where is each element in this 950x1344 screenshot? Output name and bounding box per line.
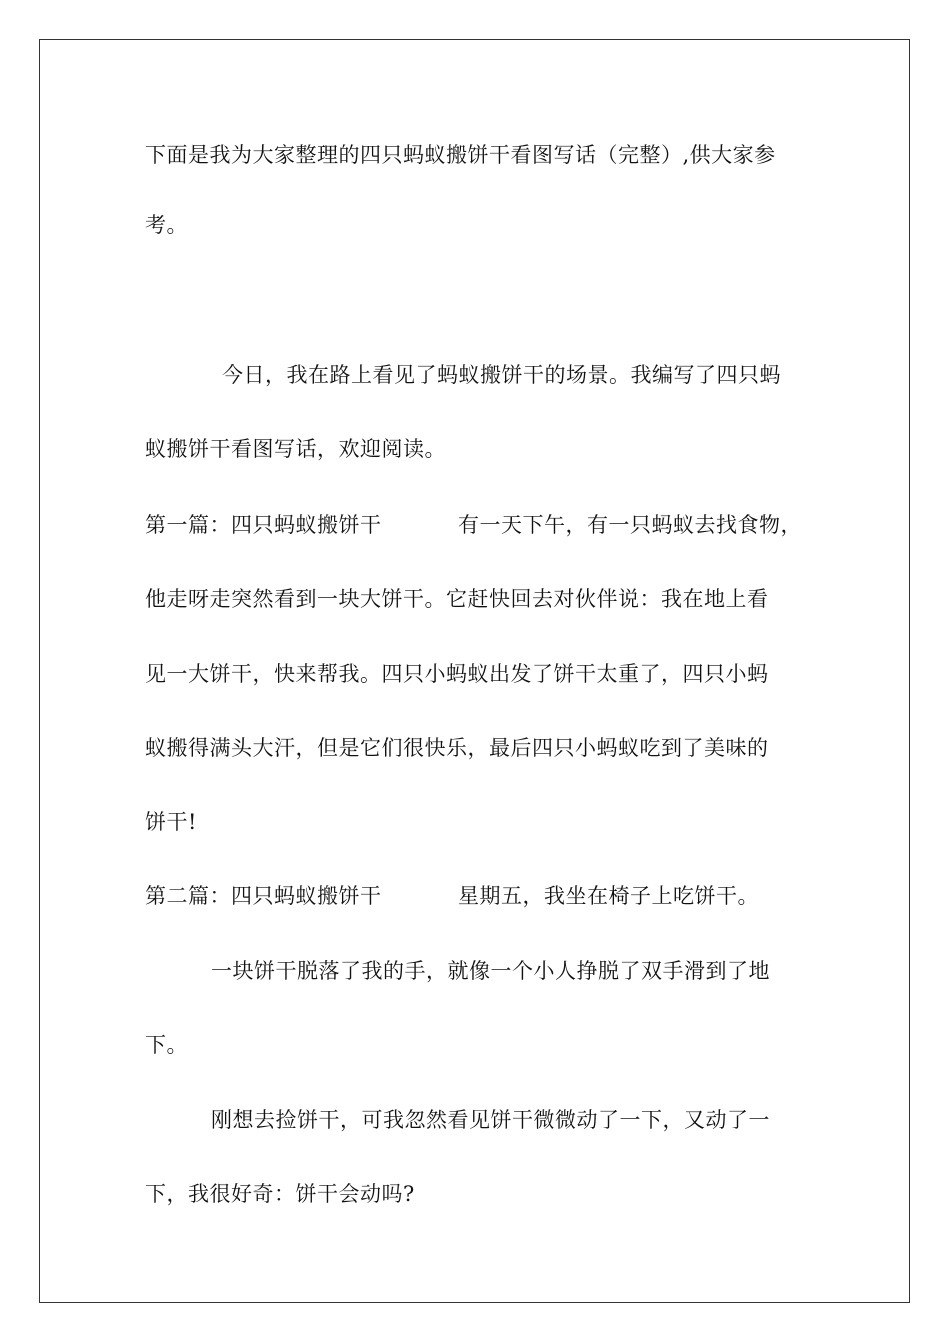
preface-line-2: 蚁搬饼干看图写话，欢迎阅读。 — [145, 437, 446, 461]
chapter-1-line-5: 饼干! — [145, 810, 197, 834]
chapter-1-title: 第一篇：四只蚂蚁搬饼干 — [145, 513, 382, 537]
chapter-2-line-3: 下。 — [145, 1033, 188, 1057]
chapter-1-line-4: 蚁搬得满头大汗，但是它们很快乐，最后四只小蚂蚁吃到了美味的 — [145, 736, 769, 760]
chapter-2-line-4: 刚想去捡饼干，可我忽然看见饼干微微动了一下，又动了一 — [211, 1108, 770, 1132]
chapter-1-line-1: 有一天下午，有一只蚂蚁去找食物， — [458, 513, 802, 537]
intro-line-1: 下面是我为大家整理的四只蚂蚁搬饼干看图写话（完整）,供大家参 — [145, 143, 776, 167]
chapter-2-title: 第二篇：四只蚂蚁搬饼干 — [145, 884, 382, 908]
chapter-1-line-3: 见一大饼干，快来帮我。四只小蚂蚁出发了饼干太重了，四只小蚂 — [145, 662, 769, 686]
preface-line-1: 今日，我在路上看见了蚂蚁搬饼干的场景。我编写了四只蚂 — [222, 363, 781, 387]
intro-line-2: 考。 — [145, 213, 188, 237]
chapter-2-line-5: 下，我很好奇：饼干会动吗? — [145, 1182, 415, 1206]
chapter-2-line-2: 一块饼干脱落了我的手，就像一个小人挣脱了双手滑到了地 — [211, 959, 770, 983]
chapter-1-line-2: 他走呀走突然看到一块大饼干。它赶快回去对伙伴说：我在地上看 — [145, 587, 769, 611]
chapter-2-line-1: 星期五，我坐在椅子上吃饼干。 — [458, 884, 759, 908]
